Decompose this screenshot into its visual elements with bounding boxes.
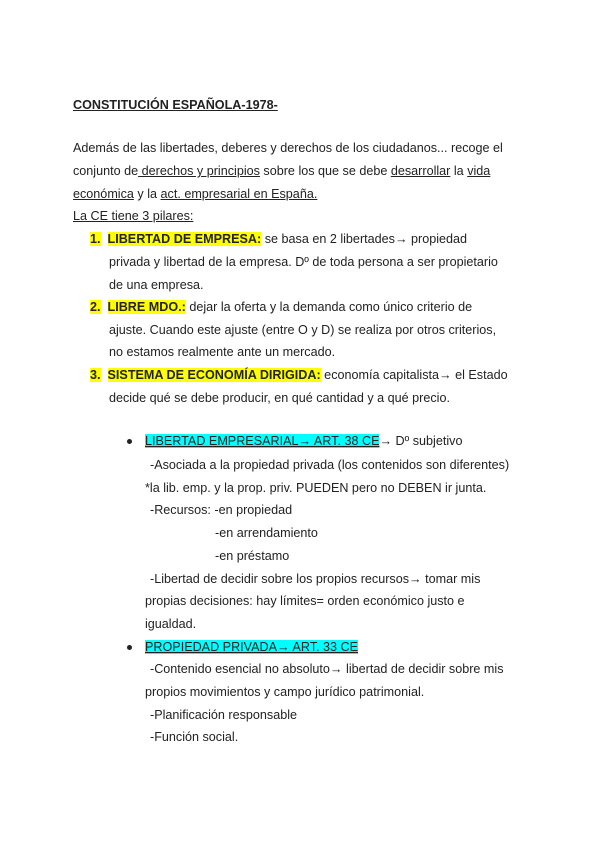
bullet-dot-icon <box>127 645 132 650</box>
document-title: CONSTITUCIÓN ESPAÑOLA-1978- <box>73 98 278 112</box>
bullet-heading: LIBERTAD EMPRESARIAL→ ART. 38 CE <box>145 434 380 448</box>
bullet-2-line-2: propios movimientos y campo jurídico patrimonial. <box>145 685 425 699</box>
numbered-item-3 <box>90 367 508 383</box>
item-2-line-2: ajuste. Cuando este ajuste (entre O y D) se realiza por otros criterios, <box>109 323 497 337</box>
item-text: dejar la oferta y la demanda como único criterio de <box>185 300 473 314</box>
bullet-1-line-2: *la lib. emp. y la prop. priv. PUEDEN pero no DEBEN ir junta. <box>145 481 487 495</box>
bullet-1-line-6: -Libertad de decidir sobre los propios recursos→ tomar mis <box>150 572 481 586</box>
intro-line-2 <box>73 163 490 179</box>
bullet-1-line-8: igualdad. <box>145 617 197 631</box>
underlined-term: desarrollar <box>390 164 451 178</box>
bullet-2-line-1: -Contenido esencial no absoluto→ libertad de decidir sobre mis <box>150 662 504 676</box>
bullet-2-line-4: -Función social. <box>150 730 239 744</box>
bullet-2-line-3: -Planificación responsable <box>150 708 298 722</box>
item-text: economía capitalista→ el Estado <box>320 368 508 382</box>
intro-line-3 <box>73 186 317 202</box>
item-text: se basa en 2 libertades→ propiedad <box>261 232 468 246</box>
intro-text: conjunto de <box>73 164 139 178</box>
bullet-1-line-1: -Asociada a la propiedad privada (los contenidos son diferentes) <box>150 458 510 472</box>
bullet-heading-tail: → Dº subjetivo <box>379 434 463 448</box>
bullet-1-heading-line <box>145 433 462 449</box>
item-1-line-3: de una empresa. <box>109 278 204 292</box>
bullet-dot-icon <box>127 439 132 444</box>
underlined-term: económica <box>73 187 134 201</box>
bullet-1-line-4: -en arrendamiento <box>215 526 318 540</box>
item-2-line-3: no estamos realmente ante un mercado. <box>109 345 336 359</box>
intro-line-1: Además de las libertades, deberes y derechos de los ciudadanos... recoge el <box>73 141 503 155</box>
intro-text: la <box>450 164 468 178</box>
bullet-2-heading-line <box>145 639 358 655</box>
numbered-item-1 <box>90 231 467 247</box>
item-number: 2. <box>90 300 101 314</box>
item-heading: SISTEMA DE ECONOMÍA DIRIGIDA: <box>107 368 321 382</box>
item-number: 3. <box>90 368 101 382</box>
bullet-1-line-7: propias decisiones: hay límites= orden económico justo e <box>145 594 465 608</box>
item-1-line-2: privada y libertad de la empresa. Dº de toda persona a ser propietario <box>109 255 498 269</box>
numbered-item-2 <box>90 299 472 315</box>
item-number: 1. <box>90 232 101 246</box>
underlined-term: act. empresarial en España. <box>160 187 318 201</box>
item-heading: LIBERTAD DE EMPRESA: <box>107 232 262 246</box>
underlined-term: derechos y principios <box>138 164 260 178</box>
intro-text: sobre los que se debe <box>259 164 391 178</box>
item-heading: LIBRE MDO.: <box>107 300 186 314</box>
pillars-heading: La CE tiene 3 pilares: <box>73 209 194 223</box>
intro-text: y la <box>133 187 161 201</box>
bullet-1-line-5: -en préstamo <box>215 549 290 563</box>
underlined-term: vida <box>467 164 491 178</box>
item-3-line-2: decide qué se debe producir, en qué cantidad y a qué precio. <box>109 391 450 405</box>
bullet-heading: PROPIEDAD PRIVADA→ ART. 33 CE <box>145 640 358 654</box>
bullet-1-line-3: -Recursos: -en propiedad <box>150 503 293 517</box>
